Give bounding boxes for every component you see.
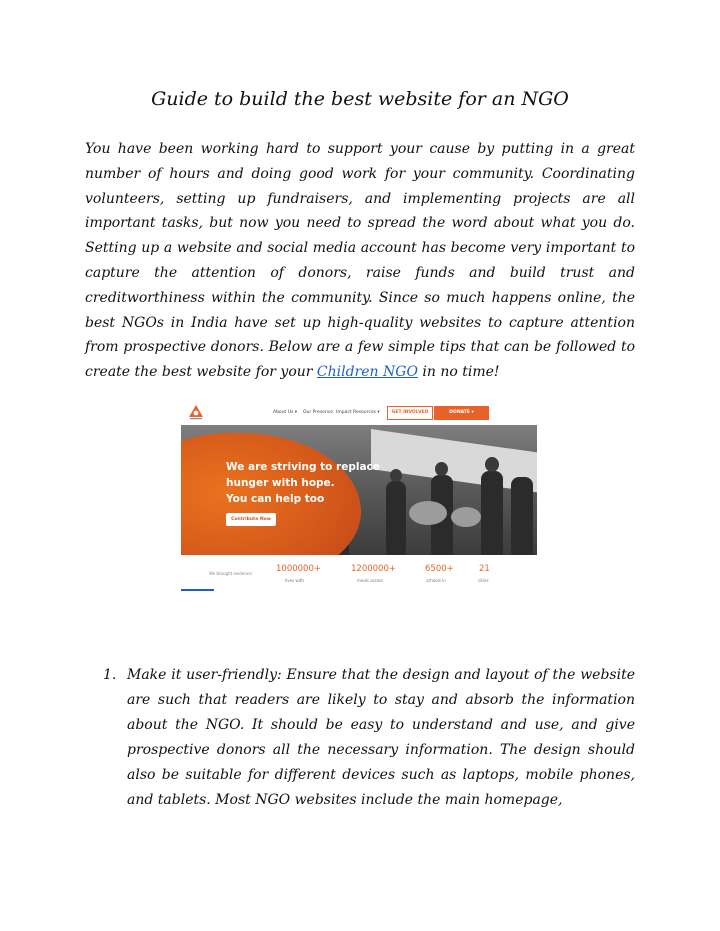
cooking-pot [451, 507, 481, 527]
list-item-number: 1. [103, 667, 117, 683]
person-head [485, 457, 499, 472]
list-item-text: Make it user-friendly: Ensure that the design and layout of the website are such that readers are likely to stay and absorb the information about the NGO. It should be easy to understand and use, and give prospective donors all the necessary information. The design should also be suitable for different devices such as laptops, mobile phones, and tablets. Most NGO websites include the main homepage, [127, 667, 635, 808]
children-ngo-link[interactable]: Children NGO [316, 364, 418, 381]
intro-paragraph [85, 137, 635, 385]
person-figure [511, 477, 533, 555]
person-figure [386, 481, 406, 555]
stat-label: lives with [285, 578, 304, 583]
stats-lead-text: We brought evidence: [209, 571, 253, 576]
stat-value: 1200000+ [351, 564, 396, 574]
hero-heading-line: You can help too [226, 493, 325, 505]
page-title: Guide to build the best website for an NGO [151, 88, 569, 110]
screenshot-navbar [181, 401, 537, 425]
stat-value: 21 [479, 564, 490, 574]
stat-value: 1000000+ [276, 564, 321, 574]
hero-heading-line: hunger with hope. [226, 477, 335, 489]
get-involved-button: GET INVOLVED [387, 406, 433, 420]
donate-button: DONATE ▾ [434, 406, 489, 420]
stat-value: 6500+ [425, 564, 454, 574]
stat-label: cities [478, 578, 489, 583]
person-head [435, 462, 448, 476]
nav-item-impact: Impact [336, 410, 352, 415]
hero-banner [181, 425, 537, 555]
stats-strip [181, 555, 537, 591]
cooking-pot [409, 501, 447, 525]
intro-text-end: in no time! [417, 364, 500, 381]
logo-icon [188, 404, 204, 420]
stat-label: meals across [357, 578, 384, 583]
contribute-now-button: Contribute Now [226, 513, 276, 526]
nav-item-presence: Our Presence [303, 410, 334, 415]
intro-text: You have been working hard to support your cause by putting in a great number of hours and doing good work for your community. Coordinating volunteers, setting up fundraisers, and implementing projects are all important tasks, but now you need to spread the word about what you do. Setting up a website and social media account has become very important to capture the attention of donors, raise funds and build trust and creditworthiness within the community. Since so much happens online, the best NGOs in India have set up high-quality websites to capture attention from prospective donors. Below are a few simple tips that can be followed to create the best website for your [85, 141, 635, 381]
stat-label: schools in [426, 578, 446, 583]
person-figure [481, 471, 503, 555]
link-underline-marker [181, 589, 214, 591]
nav-item-about: About Us ▾ [273, 410, 298, 415]
person-head [390, 469, 402, 482]
ngo-website-screenshot [181, 401, 537, 591]
nav-item-resources: Resources ▾ [353, 410, 380, 415]
hero-heading-line: We are striving to replace [226, 461, 380, 473]
